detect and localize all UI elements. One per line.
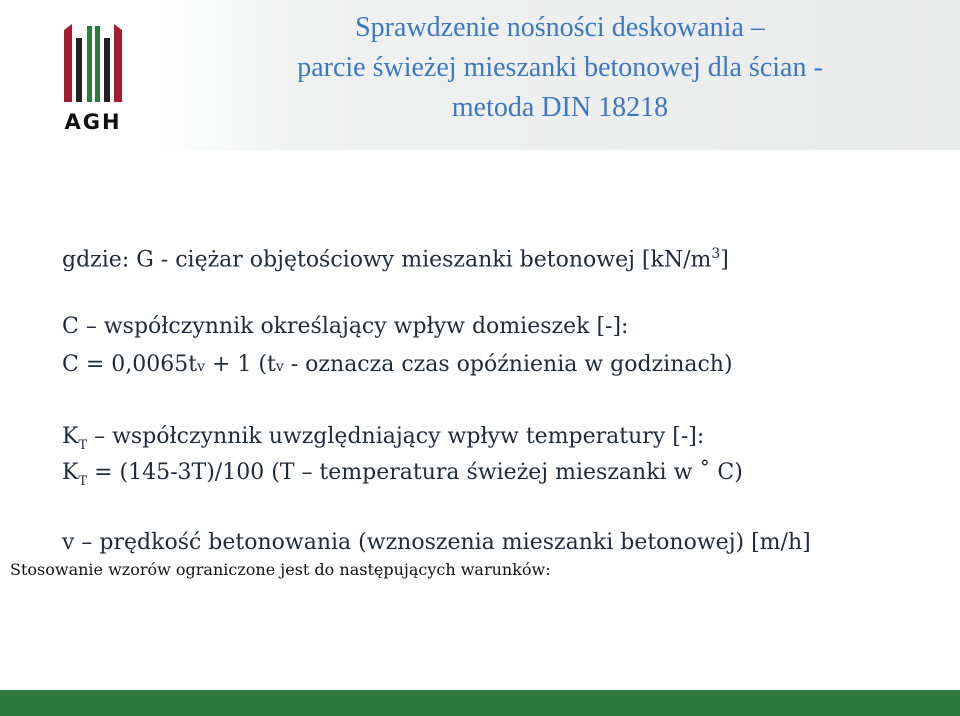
slide-title (170, 8, 950, 128)
title-line-1: Sprawdzenie nośności deskowania – (355, 12, 765, 43)
g-definition-exponent: 3 (711, 246, 721, 262)
footnote: Stosowanie wzorów ograniczone jest do następujących warunków: (10, 560, 551, 579)
kt-definition-text: – współczynnik uwzględniający wpływ temperatury [-]: (87, 424, 705, 449)
g-definition-text: gdzie: G - ciężar objętościowy mieszanki betonowej [kN/m (62, 247, 712, 273)
c-definition: C – współczynnik określający wpływ domieszek [-]: (62, 314, 629, 339)
kt-formula-subscript: T (78, 474, 88, 489)
agh-logo (58, 24, 128, 139)
title-line-2: parcie świeżej mieszanki betonowej dla ścian - (297, 52, 823, 83)
bottom-bar (0, 690, 960, 716)
kt-formula-symbol: K (62, 460, 79, 485)
logo-text: AGH (64, 110, 122, 134)
kt-definition (62, 424, 705, 453)
c-formula (62, 352, 733, 377)
c-formula-part-c: - oznacza czas opóźnienia w godzinach) (283, 352, 733, 377)
kt-subscript: T (78, 438, 88, 453)
agh-logo-mark (58, 24, 128, 108)
v-definition: v – prędkość betonowania (wznoszenia mieszanki betonowej) [m/h] (62, 530, 811, 555)
c-formula-part-a: C = 0,0065t (62, 352, 198, 377)
g-definition (62, 246, 729, 272)
kt-formula-text: = (145-3T)/100 (T – temperatura świeżej mieszanki w ˚ C) (87, 460, 743, 485)
title-line-3: metoda DIN 18218 (451, 92, 669, 123)
c-formula-v2: v (275, 359, 284, 375)
c-formula-part-b: + 1 (t (205, 352, 276, 377)
g-definition-end: ] (720, 247, 729, 273)
c-formula-v1: v (197, 359, 205, 375)
kt-formula (62, 460, 743, 489)
kt-symbol: K (62, 424, 79, 449)
